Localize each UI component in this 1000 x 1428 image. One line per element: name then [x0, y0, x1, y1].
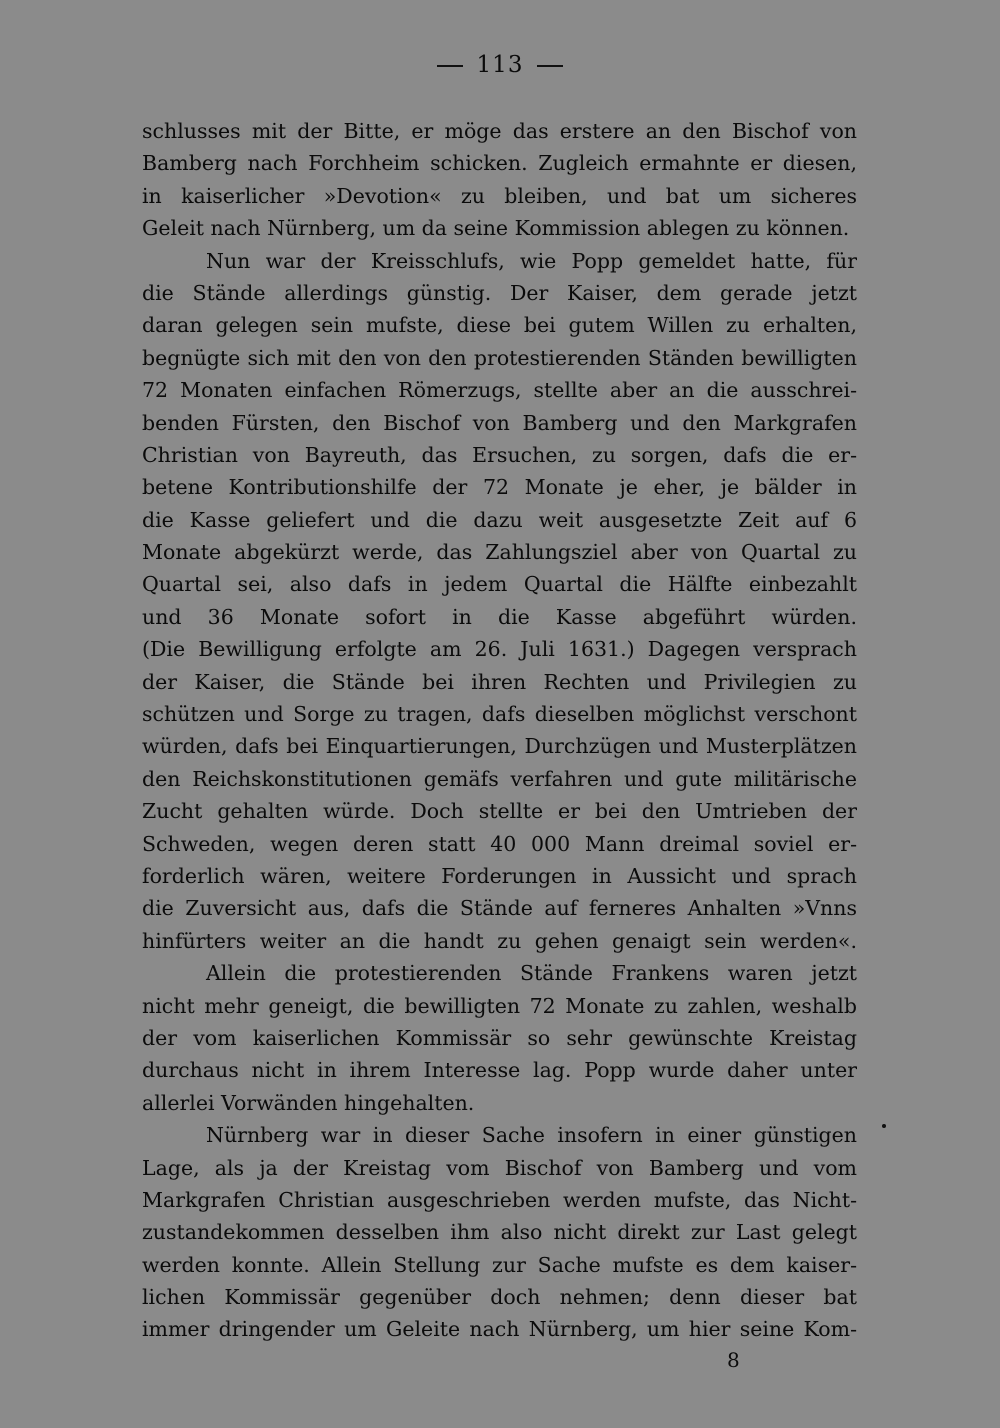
text-line: (Die Bewilligung erfolgte am 26. Juli 1631.) Dagegen versprach	[142, 637, 857, 662]
text-line: nicht mehr geneigt, die bewilligten 72 Monate zu zahlen, weshalb	[142, 993, 857, 1018]
text-line: die Stände allerdings günstig. Der Kaiser, dem gerade jetzt	[142, 280, 857, 305]
text-line: Schweden, wegen deren statt 40 000 Mann dreimal soviel er-	[142, 831, 857, 856]
text-line: allerlei Vorwänden hingehalten.	[142, 1090, 475, 1115]
text-line: Quartal sei, also dafs in jedem Quartal die Hälfte einbezahlt	[142, 572, 857, 597]
text-line: zustandekommen desselben ihm also nicht direkt zur Last gelegt	[142, 1220, 857, 1245]
text-line: würden, dafs bei Einquartierungen, Durchzügen und Musterplätzen	[142, 734, 857, 759]
margin-dot	[882, 1124, 886, 1128]
text-line: lichen Kommissär gegenüber doch nehmen; denn dieser bat	[142, 1285, 857, 1310]
text-line: Zucht gehalten würde. Doch stellte er bei den Umtrieben der	[142, 799, 857, 824]
text-line: den Reichskonstitutionen gemäfs verfahren und gute militärische	[142, 766, 857, 791]
header-dash-right	[537, 65, 563, 67]
text-line: forderlich wären, weitere Forderungen in Aussicht und sprach	[142, 863, 857, 888]
text-line: daran gelegen sein mufste, diese bei gutem Willen zu erhalten,	[142, 313, 857, 338]
text-line: Bamberg nach Forchheim schicken. Zugleich ermahnte er diesen,	[142, 151, 857, 176]
text-line: und 36 Monate sofort in die Kasse abgeführt würden.	[142, 604, 857, 629]
printer-signature-mark: 8	[727, 1348, 740, 1372]
text-line: der vom kaiserlichen Kommissär so sehr gewünschte Kreistag	[142, 1025, 857, 1050]
text-line: der Kaiser, die Stände bei ihren Rechten und Privilegien zu	[142, 669, 857, 694]
text-line: werden konnte. Allein Stellung zur Sache mufste es dem kaiser-	[142, 1252, 857, 1277]
header-dash-left	[437, 65, 463, 67]
text-line: betene Kontributionshilfe der 72 Monate je eher, je bälder in	[142, 475, 857, 500]
text-line: 72 Monaten einfachen Römerzugs, stellte aber an die ausschrei-	[142, 378, 857, 403]
text-line: Markgrafen Christian ausgeschrieben werden mufste, das Nicht-	[142, 1187, 857, 1212]
text-line: begnügte sich mit den von den protestierenden Ständen bewilligten	[142, 345, 857, 370]
text-line: Monate abgekürzt werde, das Zahlungsziel aber von Quartal zu	[142, 540, 857, 565]
page-header	[0, 52, 1000, 78]
text-line: immer dringender um Geleite nach Nürnberg, um hier seine Kom-	[142, 1317, 857, 1342]
text-line: benden Fürsten, den Bischof von Bamberg und den Markgrafen	[142, 410, 857, 435]
page-number: 113	[476, 52, 524, 78]
text-line: durchaus nicht in ihrem Interesse lag. Popp wurde daher unter	[142, 1058, 857, 1083]
text-line: Lage, als ja der Kreistag vom Bischof von Bamberg und vom	[142, 1155, 857, 1180]
text-line: die Zuversicht aus, dafs die Stände auf ferneres Anhalten »Vnns	[142, 896, 857, 921]
text-line: Allein die protestierenden Stände Frankens waren jetzt	[206, 961, 857, 986]
text-line: in kaiserlicher »Devotion« zu bleiben, und bat um sicheres	[142, 183, 857, 208]
text-line: hinfürters weiter an die handt zu gehen genaigt sein werden«.	[142, 928, 857, 953]
text-line: Nun war der Kreisschlufs, wie Popp gemeldet hatte, für	[206, 248, 857, 273]
text-line: Nürnberg war in dieser Sache insofern in einer günstigen	[206, 1123, 857, 1148]
text-line: Geleit nach Nürnberg, um da seine Kommission ablegen zu können.	[142, 216, 850, 241]
body-text	[142, 115, 857, 1346]
text-line: Christian von Bayreuth, das Ersuchen, zu sorgen, dafs die er-	[142, 442, 857, 467]
text-line: schlusses mit der Bitte, er möge das erstere an den Bischof von	[142, 119, 857, 143]
text-line: schützen und Sorge zu tragen, dafs dieselben möglichst verschont	[142, 702, 857, 727]
text-line: die Kasse geliefert und die dazu weit ausgesetzte Zeit auf 6	[142, 507, 857, 532]
